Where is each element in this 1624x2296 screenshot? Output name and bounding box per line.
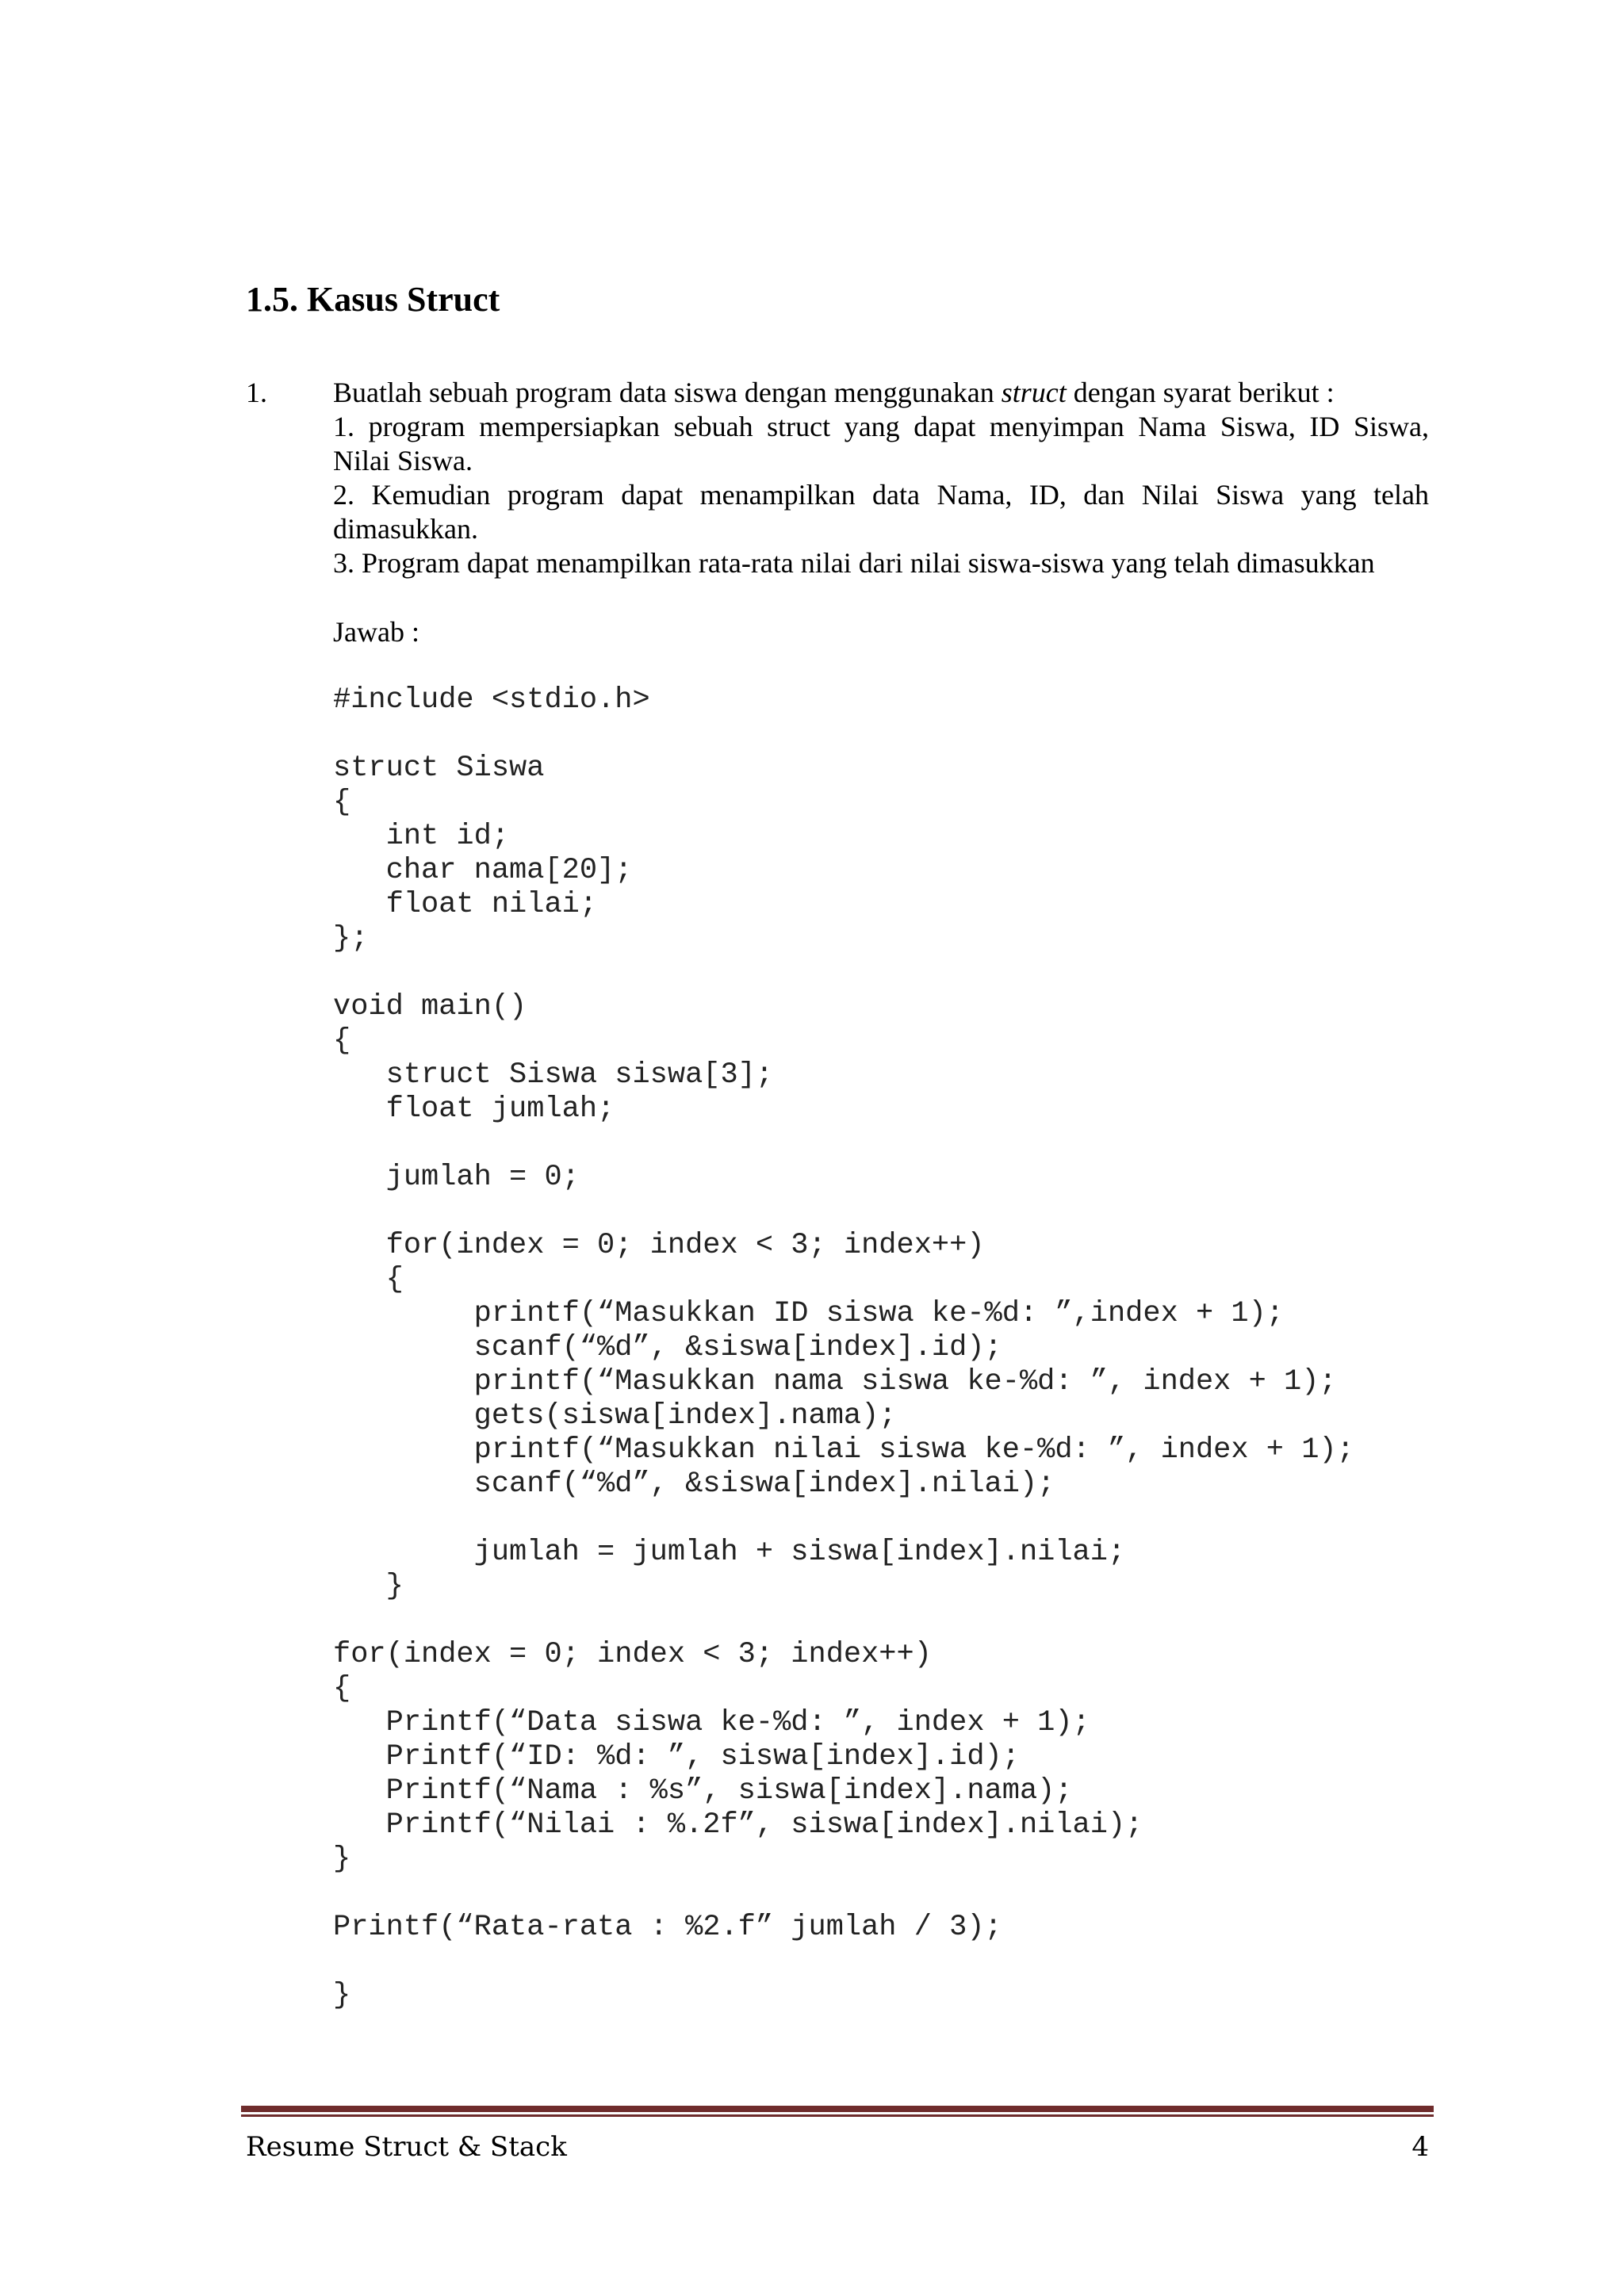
question-intro xyxy=(333,376,1429,410)
code-line: } xyxy=(333,1570,404,1603)
code-line: scanf(“%d”, &siswa[index].id); xyxy=(333,1331,1002,1364)
code-line: Printf(“Nama : %s”, siswa[index].nama); xyxy=(333,1774,1073,1808)
code-line: { xyxy=(333,1672,351,1705)
question-intro-after: dengan syarat berikut : xyxy=(1066,377,1335,408)
code-line xyxy=(333,1604,1354,1638)
code-line: #include <stdio.h> xyxy=(333,683,650,717)
code-line: gets(siswa[index].nama); xyxy=(333,1399,897,1433)
code-line: { xyxy=(333,1024,351,1058)
code-line: Printf(“Rata-rata : %2.f” jumlah / 3); xyxy=(333,1911,1002,1944)
code-line xyxy=(333,1877,1354,1911)
footer-rule-thin xyxy=(241,2114,1434,2117)
code-line: { xyxy=(333,1263,404,1296)
code-line: char nama[20]; xyxy=(333,854,633,887)
question-text xyxy=(333,376,1429,580)
code-line: struct Siswa xyxy=(333,752,545,785)
code-line: float jumlah; xyxy=(333,1093,615,1126)
code-line: Printf(“ID: %d: ”, siswa[index].id); xyxy=(333,1740,1020,1774)
code-line: } xyxy=(333,1843,351,1876)
code-line: jumlah = jumlah + siswa[index].nilai; xyxy=(333,1536,1126,1569)
code-line: jumlah = 0; xyxy=(333,1161,580,1194)
code-line xyxy=(333,956,1354,990)
code-line: }; xyxy=(333,922,369,955)
code-line: Printf(“Nilai : %.2f”, siswa[index].nilai); xyxy=(333,1808,1143,1842)
code-line: void main() xyxy=(333,990,527,1024)
code-line xyxy=(333,1945,1354,1979)
requirement-1-line-1: 1. program mempersiapkan sebuah struct yang dapat menyimpan Nama Siswa, ID Siswa, xyxy=(333,411,1429,442)
requirement-2-line-1: 2. Kemudian program dapat menampilkan data Nama, ID, dan Nilai Siswa yang telah xyxy=(333,479,1429,511)
question-number: 1. xyxy=(246,377,267,408)
code-line: for(index = 0; index < 3; index++) xyxy=(333,1638,932,1671)
code-listing xyxy=(333,683,1354,2013)
code-line: { xyxy=(333,786,351,819)
code-line xyxy=(333,1127,1354,1161)
code-line: for(index = 0; index < 3; index++) xyxy=(333,1229,985,1262)
code-line xyxy=(333,1502,1354,1536)
answer-label: Jawab : xyxy=(333,616,419,648)
code-line: printf(“Masukkan ID siswa ke-%d: ”,index + 1); xyxy=(333,1297,1284,1330)
requirement-1-line-2: Nilai Siswa. xyxy=(333,445,473,476)
code-line: printf(“Masukkan nilai siswa ke-%d: ”, index + 1); xyxy=(333,1433,1354,1467)
code-line xyxy=(333,718,1354,752)
code-line: scanf(“%d”, &siswa[index].nilai); xyxy=(333,1468,1055,1501)
question-intro-emphasis: struct xyxy=(1001,377,1067,408)
code-line xyxy=(333,1195,1354,1229)
question-intro-before: Buatlah sebuah program data siswa dengan menggunakan xyxy=(333,377,1002,408)
page-number: 4 xyxy=(1411,2131,1429,2163)
code-line: Printf(“Data siswa ke-%d: ”, index + 1); xyxy=(333,1706,1090,1739)
footer-rule-thick xyxy=(241,2106,1434,2112)
code-line: int id; xyxy=(333,820,510,853)
code-line: printf(“Masukkan nama siswa ke-%d: ”, index + 1); xyxy=(333,1365,1337,1399)
requirement-2-line-2: dimasukkan. xyxy=(333,513,478,545)
footer-rule xyxy=(241,2106,1434,2117)
section-heading: 1.5. Kasus Struct xyxy=(246,280,500,319)
footer-title: Resume Struct & Stack xyxy=(246,2131,567,2163)
requirement-3: 3. Program dapat menampilkan rata-rata nilai dari nilai siswa-siswa yang telah dimasukkan xyxy=(333,547,1375,579)
code-line: struct Siswa siswa[3]; xyxy=(333,1058,774,1092)
code-line: float nilai; xyxy=(333,888,598,921)
code-line: } xyxy=(333,1979,351,2012)
